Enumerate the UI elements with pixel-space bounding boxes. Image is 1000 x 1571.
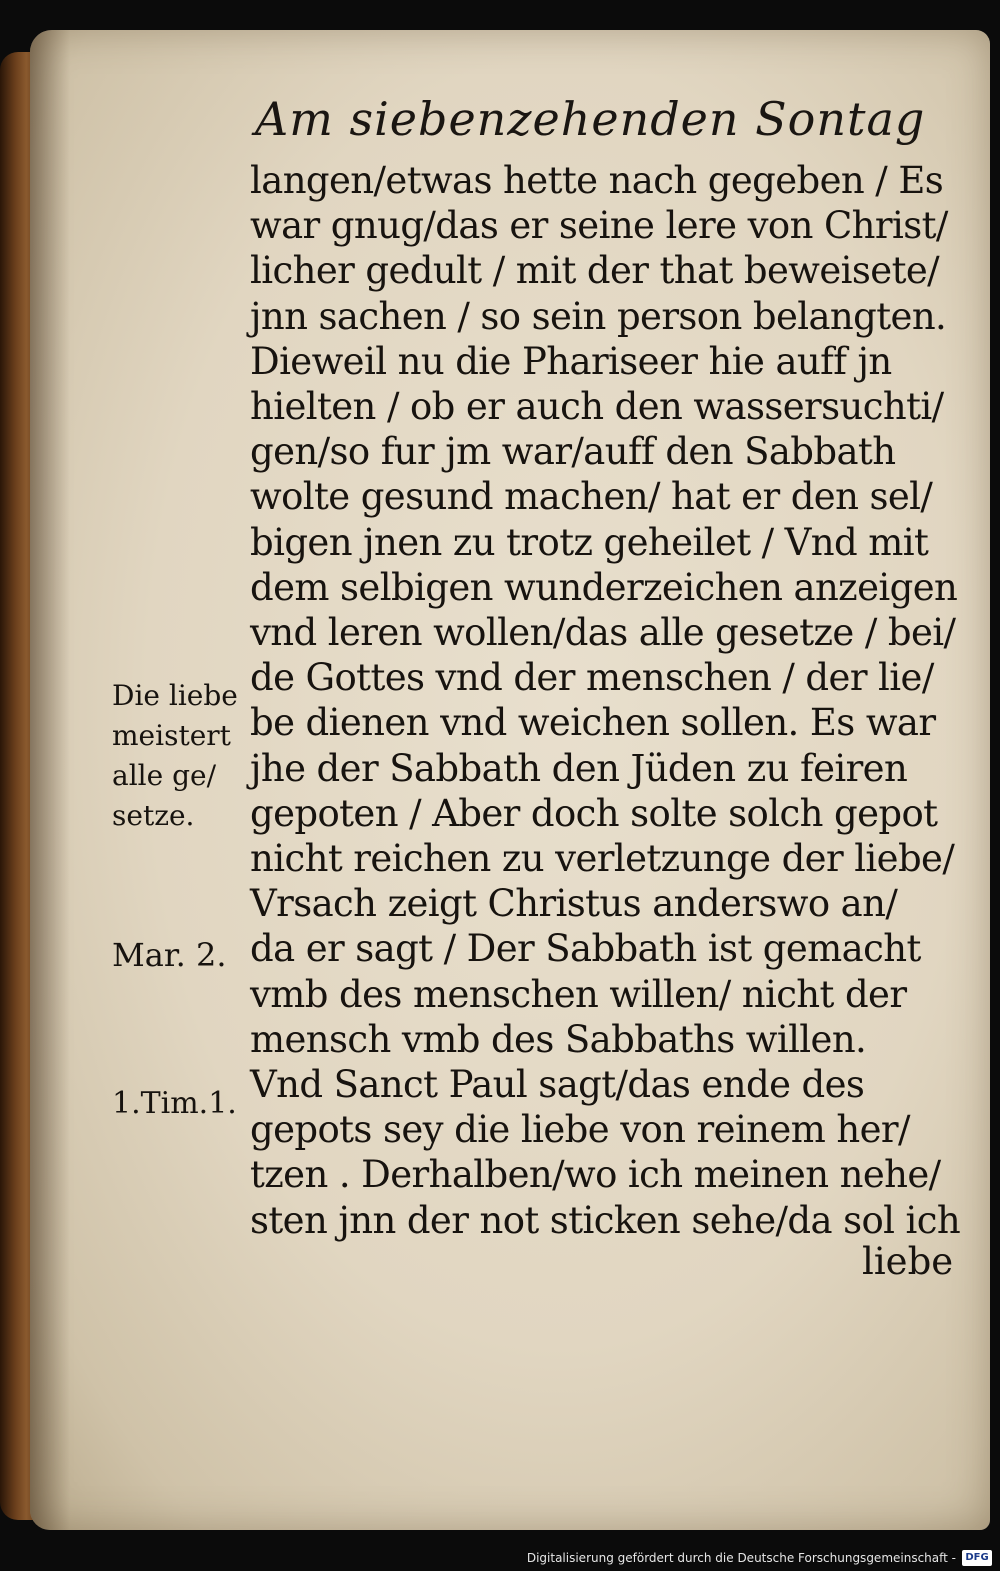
text-line: gepoten / Aber doch solte solch gepot	[250, 791, 938, 835]
text-line: Dieweil nu die Phariseer hie auff jn	[250, 339, 892, 383]
text-line: de Gottes vnd der menschen / der lie/	[250, 656, 934, 700]
dfg-logo-icon: DFG	[962, 1550, 992, 1566]
text-line: jhe der Sabbath den Jüden zu feiren	[250, 746, 908, 790]
margin-note-line: meistert	[112, 719, 231, 752]
text-line: Vnd Sanct Paul sagt/das ende des	[250, 1063, 865, 1107]
text-line: vnd leren wollen/das alle gesetze / bei/	[250, 611, 956, 655]
margin-note-timothy: 1.Tim.1.	[112, 1086, 237, 1121]
text-line: langen/etwas hette nach gegeben / Es	[250, 159, 944, 202]
text-line: licher gedult / mit der that beweisete/	[250, 249, 940, 293]
text-line: jnn sachen / so sein person belangten.	[250, 294, 947, 338]
footer-credit: Digitalisierung gefördert durch die Deutsche Forschungsgemeinschaft -	[526, 1551, 956, 1565]
text-line: mensch vmb des Sabbaths willen.	[250, 1017, 867, 1061]
margin-note-line: setze.	[112, 799, 195, 832]
text-line: be dienen vnd weichen sollen. Es war	[250, 701, 936, 745]
text-line: war gnug/das er seine lere von Christ/	[250, 204, 948, 248]
margin-note-liebe	[112, 676, 252, 836]
text-line: gen/so fur jm war/auff den Sabbath	[250, 430, 896, 474]
page-gutter-shadow	[30, 30, 70, 1530]
text-line: wolte gesund machen/ hat er den sel/	[250, 475, 933, 519]
text-line: sten jnn der not sticken sehe/da sol ich	[250, 1198, 961, 1242]
text-line: da er sagt / Der Sabbath ist gemacht	[250, 927, 921, 971]
text-line: hielten / ob er auch den wassersuchti/	[250, 385, 944, 429]
running-head: Am siebenzehenden Sontag	[255, 92, 926, 146]
text-line: Vrsach zeigt Christus anderswo an/	[250, 882, 898, 926]
margin-note-line: alle ge/	[112, 759, 217, 792]
text-line: tzen . Derhalben/wo ich meinen nehe/	[250, 1153, 941, 1197]
body-text-block	[250, 158, 961, 1243]
text-line: nicht reichen zu verletzunge der liebe/	[250, 837, 955, 881]
margin-note-line: Die liebe	[112, 679, 238, 712]
catchword: liebe	[862, 1240, 954, 1283]
margin-note-mark: Mar. 2.	[112, 936, 227, 974]
text-line: gepots sey die liebe von reinem her/	[250, 1108, 910, 1152]
text-line: dem selbigen wunderzeichen anzeigen	[250, 565, 958, 609]
text-line: bigen jnen zu trotz geheilet / Vnd mit	[250, 520, 929, 564]
text-line: vmb des menschen willen/ nicht der	[250, 972, 907, 1016]
